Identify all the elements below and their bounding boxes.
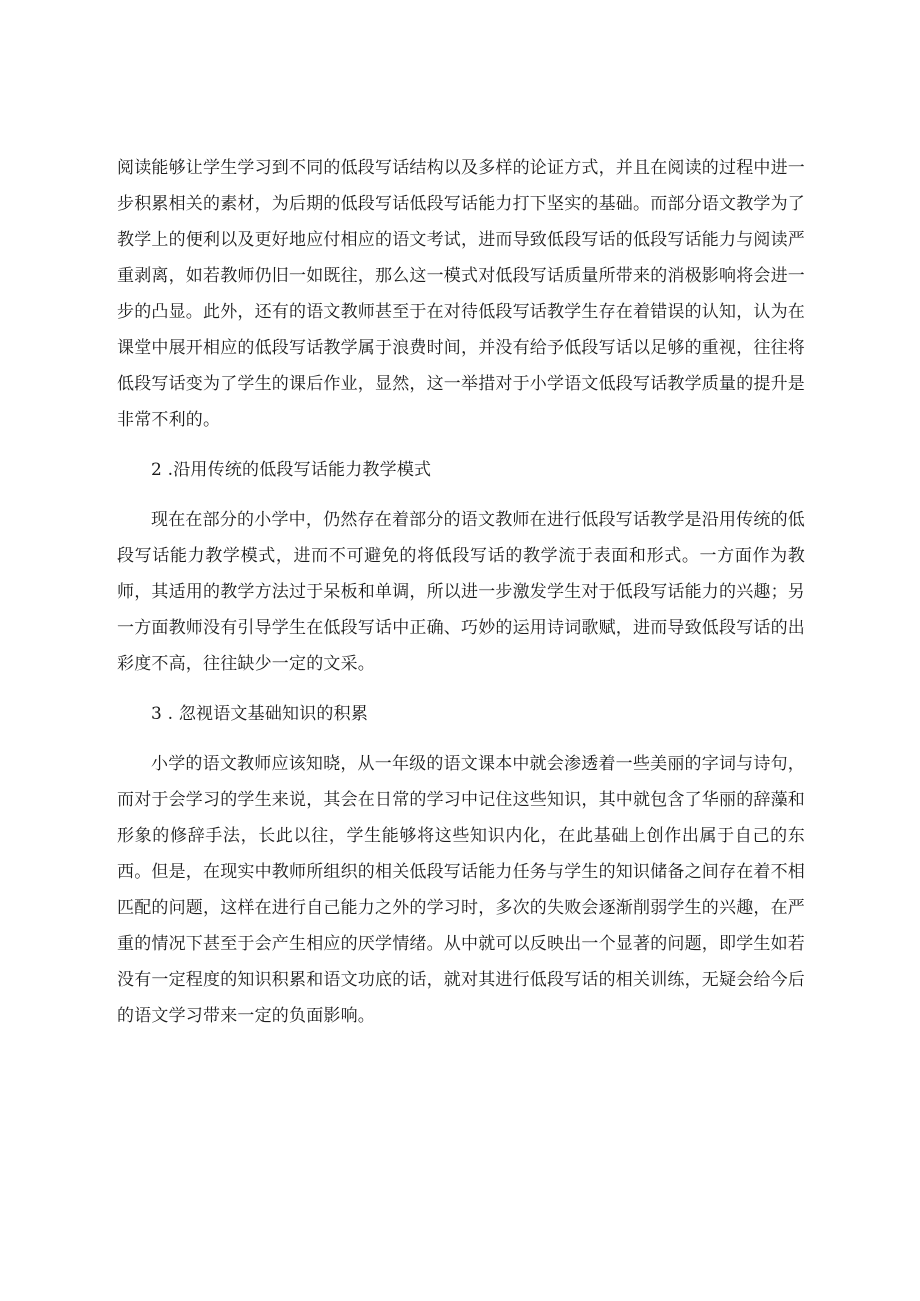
section-heading-traditional-mode: 2 .沿用传统的低段写话能力教学模式	[151, 460, 432, 480]
paragraph-basic-knowledge: 小学的语文教师应该知晓，从一年级的语文课本中就会渗透着一些美丽的字词与诗句，而对于会学习的学生来说，其会在日常的学习中记住这些知识，其中就包含了华丽的辞藻和形象的修辞手法，长此以往，学生能够将这些知识内化，在此基础上创作出属于自己的东西。但是，在现实中教师所组织的相关低段写话能力任务与学生的知识储备之间存在着不相匹配的问题，这样在进行自己能力之外的学习时，多次的失败会逐渐削弱学生的兴趣，在严重的情况下甚至于会产生相应的厌学情绪。从中就可以反映出一个显著的问题，即学生如若没有一定程度的知识积累和语文功底的话，就对其进行低段写话的相关训练，无疑会给今后的语文学习带来一定的负面影响。	[117, 754, 805, 1026]
document-body	[117, 150, 805, 1034]
paragraph-reading-accumulation: 阅读能够让学生学习到不同的低段写话结构以及多样的论证方式，并且在阅读的过程中进一步积累相关的素材，为后期的低段写话低段写话能力打下坚实的基础。而部分语文教学为了教学上的便利以及更好地应付相应的语文考试，进而导致低段写话的低段写话能力与阅读严重剥离，如若教师仍旧一如既往，那么这一模式对低段写话质量所带来的消极影响将会进一步的凸显。此外，还有的语文教师甚至于在对待低段写话教学生存在着错误的认知，认为在课堂中展开相应的低段写话教学属于浪费时间，并没有给予低段写话以足够的重视，往往将低段写话变为了学生的课后作业，显然，这一举措对于小学语文低段写话教学质量的提升是非常不利的。	[117, 158, 805, 430]
paragraph-traditional-mode: 现在在部分的小学中，仍然存在着部分的语文教师在进行低段写话教学是沿用传统的低段写话能力教学模式，进而不可避免的将低段写话的教学流于表面和形式。一方面作为教师，其适用的教学方法过于呆板和单调，所以进一步激发学生对于低段写话能力的兴趣；另一方面教师没有引导学生在低段写话中正确、巧妙的运用诗词歌赋，进而导致低段写话的出彩度不高，往往缺少一定的文采。	[117, 510, 805, 674]
section-heading-basic-knowledge: 3 . 忽视语文基础知识的积累	[151, 704, 369, 724]
